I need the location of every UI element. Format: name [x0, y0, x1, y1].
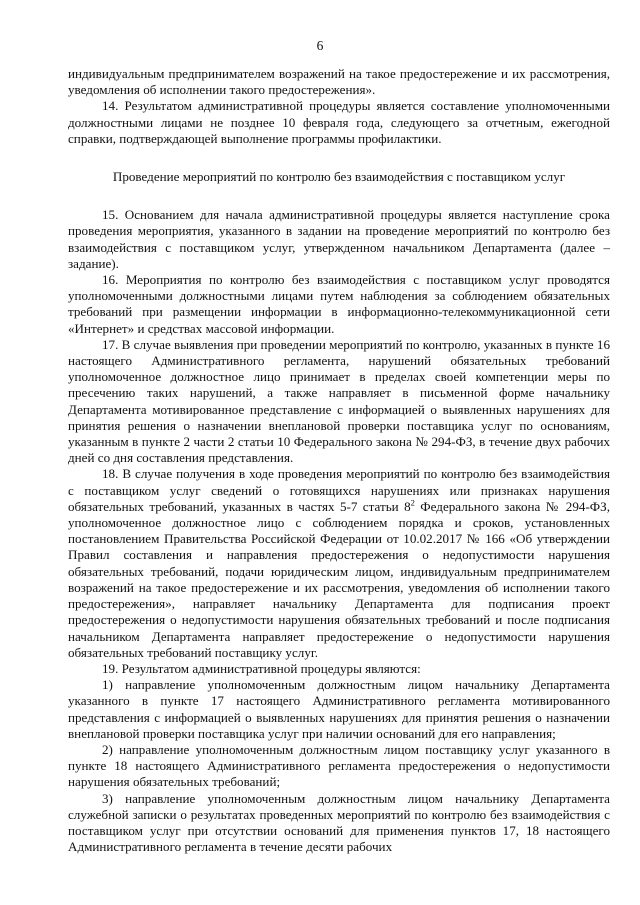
- paragraph-19-item-3: 3) направление уполномоченным должностным лицом начальнику Департамента служебной записки о результатах проведенных мероприятий по контролю без взаимодействия с поставщиком услуг при отсутствии оснований для применения пунктов 17, 18 настоящего Административного регламента в течение десяти рабочих: [68, 790, 610, 855]
- page-number: 6: [316, 38, 324, 53]
- paragraph-19: 19. Результатом административной процедуры являются:: [102, 660, 421, 676]
- document-body: [68, 66, 610, 855]
- section-heading: Проведение мероприятий по контролю без взаимодействия с поставщиком услуг: [112, 169, 566, 185]
- paragraph-19-item-2: 2) направление уполномоченным должностным лицом поставщику услуг указанного в пункте 18 настоящего Административного регламента предостережения о недопустимости нарушения обязательных требований;: [68, 741, 610, 790]
- paragraph-14: 14. Результатом административной процедуры является составление уполномоченными должностными лицами не позднее 10 февраля года, следующего за отчетным, ежегодной справки, подтверждающей выполнение программы профилактики.: [68, 98, 610, 146]
- paragraph-15: 15. Основанием для начала административной процедуры является наступление срока проведения мероприятия, указанного в задании на проведение мероприятий по контролю без взаимодействия с поставщиком услуг, утвержденном начальником Департамента (далее – задание).: [68, 207, 610, 271]
- paragraph-18: [68, 466, 610, 660]
- paragraph-16: 16. Мероприятия по контролю без взаимодействия с поставщиком услуг проводятся уполномоченными должностными лицами путем наблюдения за соблюдением обязательных требований при размещении информации в информационно-телекоммуникационной сети «Интернет» и средствах массовой информации.: [68, 272, 610, 336]
- paragraph-18-part-2: Федерального закона № 294-ФЗ, уполномоченное должностное лицо с соблюдением порядка и сроков, установленных постановлением Правительства Российской Федерации от 10.02.2017 № 166 «Об утверждении Правил составления и направления предостережения о недопустимости нарушения обязательных требований, подачи юридическим лицом, индивидуальным предпринимателем возражений на такое предостережение и их рассмотрения, уведомления об исполнении такого предостережения», направляет начальнику Департамента для подписания проект предостережения о недопустимости нарушения обязательных требований и после подписания начальником Департамента направляет предостережение о недопустимости нарушения обязательных требований поставщику услуг.: [68, 498, 610, 660]
- paragraph-continuation: индивидуальным предпринимателем возражений на такое предостережение и их рассмотрения, уведомления об исполнении такого предостережения».: [68, 66, 610, 98]
- paragraph-19-item-1: 1) направление уполномоченным должностным лицом начальнику Департамента указанного в пункте 17 настоящего Административного регламента мотивированного представления с информацией о выявленных нарушениях для принятия решения о назначении внеплановой проверки поставщика услуг при наличии оснований для его направления;: [68, 677, 610, 741]
- paragraph-18-part-1: 18. В случае получения в ходе проведения мероприятий по контролю без взаимодействия с поставщиком услуг сведений о готовящихся нарушениях или признаках нарушения обязательных требований, указанных в частях 5-7 статьи 8: [68, 466, 610, 514]
- paragraph-17: 17. В случае выявления при проведении мероприятий по контролю, указанных в пункте 16 настоящего Административного регламента, нарушений обязательных требований уполномоченное должностное лицо принимает в пределах своей компетенции меры по пресечению таких нарушений, а также направляет в письменной форме начальнику Департамента мотивированное представление с информацией о выявленных нарушениях для принятия решения о назначении внеплановой проверки поставщика услуг по основаниям, указанным в пункте 2 части 2 статьи 10 Федерального закона № 294-ФЗ, в течение двух рабочих дней со дня составления представления.: [68, 336, 610, 466]
- paragraph-18-superscript: 2: [410, 497, 415, 508]
